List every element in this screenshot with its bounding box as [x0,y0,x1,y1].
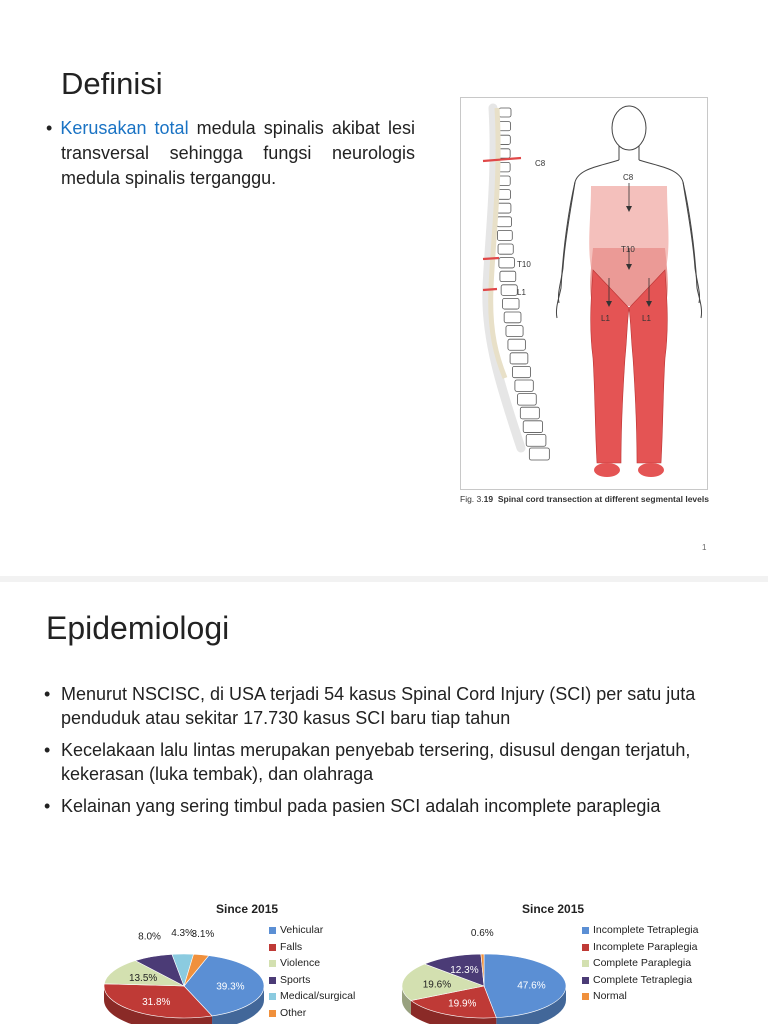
slide-epidemiologi [0,582,768,1024]
legend-label: Vehicular [280,924,324,936]
bullet-item [44,794,734,818]
chart-title: Since 2015 [522,902,585,916]
bullet-text: Kelainan yang sering timbul pada pasien SCI adalah incomplete paraplegia [61,796,661,816]
legend-swatch [269,977,276,984]
pie-value-label: 4.3% [171,928,195,940]
vertebra [506,326,523,337]
slide-title: Epidemiologi [46,610,230,646]
legend-label: Medical/surgical [280,990,356,1002]
pie-value-label: 13.5% [128,973,158,985]
figure-caption [460,494,722,505]
pie-value-label: 8.0% [138,931,161,943]
label-l1-left: L1 [601,314,610,323]
highlight-text: Kerusakan total [60,118,189,138]
vertebra [515,380,533,391]
lesion-c8-spine [483,158,521,161]
legend-label: Falls [280,940,303,953]
vertebra [508,339,525,350]
spinal-cord-figure [460,97,708,490]
legend-label: Incomplete Tetraplegia [593,924,699,936]
vertebra [503,298,519,309]
legend-label: Violence [280,957,321,969]
pie-value-label: 0.6% [470,928,494,940]
chart-title: Since 2015 [216,902,279,916]
pie-value-label: 31.8% [142,996,171,1008]
label-l1-right: L1 [642,314,651,323]
legend-item [582,922,698,939]
pie-chart-etiology [80,900,380,1024]
pie-chart-neuro-category [390,900,720,1024]
vertebra [520,407,539,419]
vertebra [518,394,537,406]
pie-value-label: 47.6% [517,980,546,992]
body-drawing [556,106,701,477]
legend-item [582,939,698,956]
legend-item [269,922,355,939]
label-c8-spine: C8 [535,159,546,168]
bullet-text: Menurut NSCISC, di USA terjadi 54 kasus Spinal Cord Injury (SCI) per satu juta penduduk atau sekitar 17.730 kasus SCI baru tiap tahun [61,684,696,728]
vertebra [504,312,521,323]
pie-value-label: 39.3% [216,981,245,993]
legend-label: Complete Paraplegia [593,957,692,969]
vertebra [526,434,546,446]
pie-svg [390,900,580,1024]
definition-bullet [46,116,415,191]
legend-item [269,972,355,989]
legend-swatch [269,944,276,951]
legend-swatch [269,993,276,1000]
label-t10-spine: T10 [517,260,531,269]
bullet-item [44,738,734,786]
legend-item [269,1005,355,1022]
vertebra [498,244,513,254]
chart-legend [582,922,698,1005]
bullet-dot: • [44,740,51,760]
legend-swatch [582,993,589,1000]
legend-label: Sports [280,973,311,986]
legend-item [269,939,355,956]
definition-text: medula spinalis akibat lesi transversal sehingga fungsi neurologis medula spinalis terganggu. [61,118,415,188]
vertebra [497,217,512,227]
vertebra [497,203,511,213]
vertebra [499,258,515,268]
bullet-dot: • [44,796,51,816]
vertebra [512,366,530,377]
legend-swatch [582,927,589,934]
bullet-text: Kecelakaan lalu lintas merupakan penyebab tersering, disusul dengan terjatuh, kekerasan (luka tembak), dan olahraga [61,740,691,784]
page-number: 1 [702,543,707,552]
vertebra [499,108,511,117]
label-l1-spine: L1 [517,288,526,297]
bullet-dot: • [46,118,53,138]
pie-value-label: 19.6% [422,979,452,991]
legend-label: Incomplete Paraplegia [593,940,698,953]
caption-text: Spinal cord transection at different segmental levels [497,494,709,504]
legend-swatch [269,960,276,967]
legend-label: Complete Tetraplegia [593,973,693,986]
legend-swatch [582,960,589,967]
legend-item [582,988,698,1005]
pie-value-label: 19.9% [448,998,477,1010]
caption-number: 19 [483,494,494,504]
caption-fig: Fig. 3. [460,494,484,504]
bullet-item [44,682,734,730]
legend-swatch [582,944,589,951]
label-t10-body: T10 [621,245,635,254]
legend-label: Normal [593,990,627,1002]
lesion-l1-spine [483,289,497,290]
slide-title: Definisi [61,66,163,101]
vertebra [529,448,549,460]
pie-value-label: 12.3% [450,965,479,977]
vertebra [523,421,542,433]
vertebra [501,285,517,296]
label-c8-body: C8 [623,173,634,182]
legend-swatch [269,1010,276,1017]
legend-item [582,972,698,989]
vertebra [510,353,528,364]
spinal-illustration [461,98,707,489]
legend-item [269,988,355,1005]
legend-swatch [582,977,589,984]
chart-legend [269,922,355,1021]
legend-label: Other [280,1006,307,1019]
legend-item [582,955,698,972]
legend-item [269,955,355,972]
pie-svg [80,900,270,1024]
lesion-t10-spine [483,258,499,259]
vertebra [497,230,512,240]
pie-value-label: 3.1% [191,929,215,941]
bullet-list [44,682,734,826]
bullet-dot: • [44,684,51,704]
legend-swatch [269,927,276,934]
vertebra [500,271,516,281]
